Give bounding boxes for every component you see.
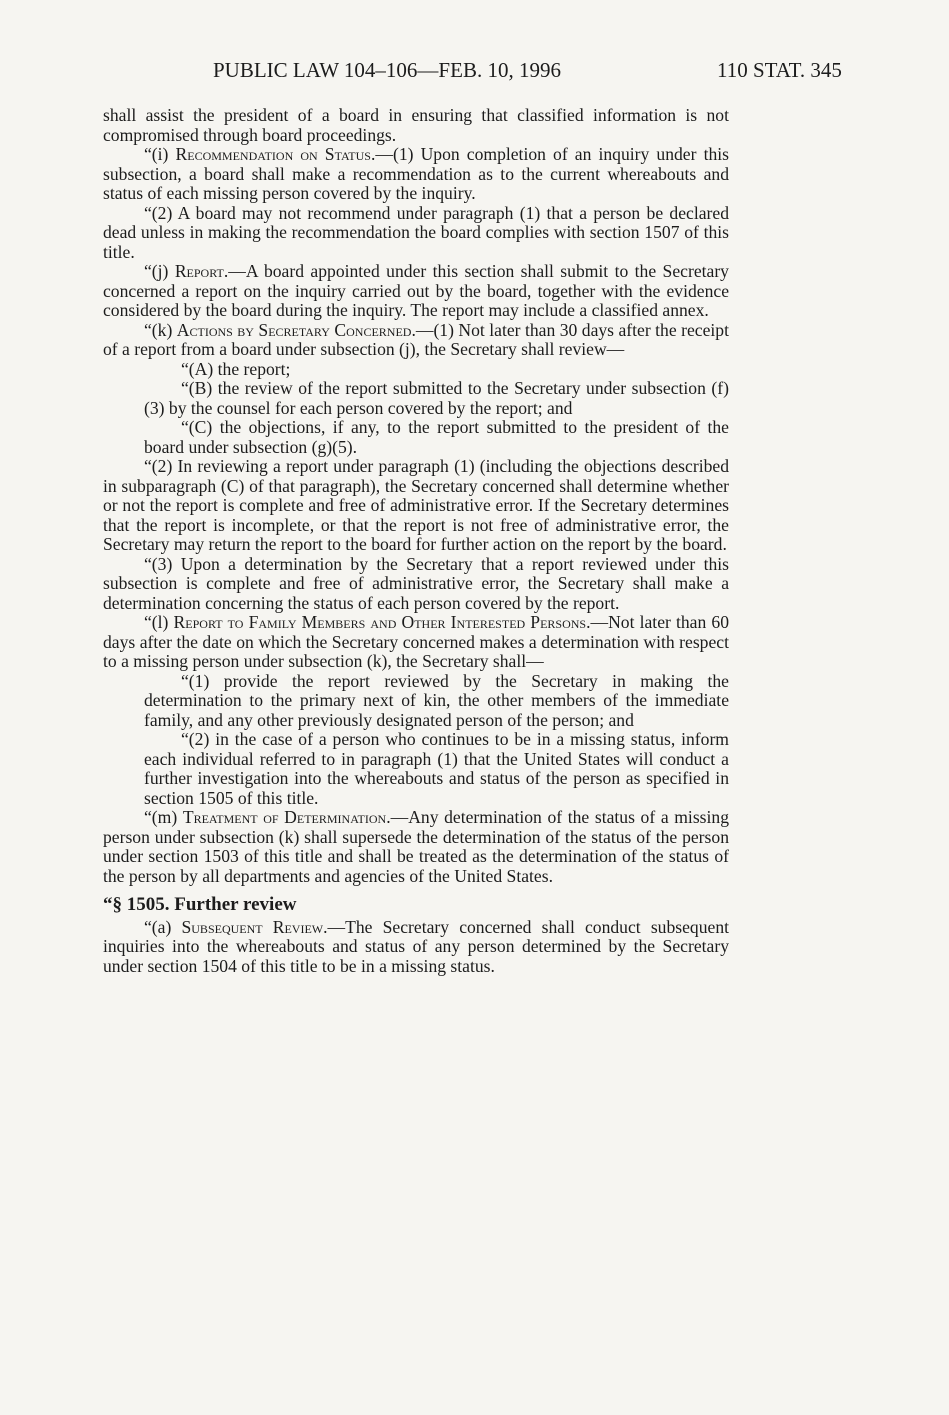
subsection-l-paragraph-2: “(2) in the case of a person who continues to be in a missing status, inform each individual referred to in paragraph (1) that the United States will conduct a further investigation into the whereabouts and status of the person as specified in section 1505 of this title.: [144, 729, 729, 808]
subsection-m-designation: “(m): [144, 807, 183, 827]
running-head: [0, 58, 949, 88]
subsection-j: [103, 262, 729, 321]
subsection-l: [103, 613, 729, 672]
subsection-l-heading: Report to Family Members and Other Interested Persons: [173, 612, 587, 632]
subsection-m: [103, 808, 729, 886]
subsection-a-heading: Subsequent Review: [181, 916, 324, 937]
subsection-k-paragraph-2: “(2) In reviewing a report under paragraph (1) (including the objections described in subparagraph (C) of that paragraph), the Secretary concerned shall determine whether or not the report is complete and free of administrative error. If the Secretary determines that the report is incomplete, or that the report is not free of administrative error, the Secretary may return the report to the board for further action on the report by the board.: [103, 456, 729, 554]
subsection-i-text: .—(1) Upon completion of an inquiry under this subsection, a board shall make a recommendation as to the current whereabouts and status of each missing person covered by the inquiry.: [103, 144, 729, 203]
subsection-l-text: .—Not later than 60 days after the date on which the Secretary concerned makes a determination with respect to a missing person under subsection (k), the Secretary shall—: [103, 612, 729, 671]
subsection-i: [103, 145, 729, 204]
page-header-stat-citation: 110 STAT. 345: [717, 58, 842, 82]
subsection-i-heading: Recommendation on Status: [175, 144, 371, 164]
subsection-m-text: .—Any determination of the status of a missing person under subsection (k) shall supersede the determination of the status of the person under section 1503 of this title and shall be treated as the determination of the status of the person by all departments and agencies of the United States.: [103, 807, 729, 886]
section-heading-1505: “§ 1505. Further review: [103, 894, 297, 915]
subsection-k-designation: “(k): [144, 319, 177, 340]
subsection-k-subparagraph-a: “(A) the report;: [181, 358, 291, 379]
subsection-a-designation: “(a): [144, 916, 182, 937]
subsection-i-paragraph-2: “(2) A board may not recommend under paragraph (1) that a person be declared dead unless in making the recommendation the board complies with section 1507 of this title.: [103, 202, 729, 262]
subsection-k-paragraph-3: “(3) Upon a determination by the Secretary that a report reviewed under this subsection is complete and free of administrative error, the Secretary shall make a determination concerning the status of each person covered by the report.: [103, 553, 729, 613]
subsection-l-paragraph-1: “(1) provide the report reviewed by the Secretary in making the determination to the primary next of kin, the other members of the immediate family, and any other previously designated person of the person; and: [144, 670, 729, 730]
subsection-k: [103, 321, 729, 360]
page-header-title: PUBLIC LAW 104–106—FEB. 10, 1996: [213, 58, 561, 82]
subsection-m-heading: Treatment of Determination: [182, 807, 387, 827]
subsection-k-text: .—(1) Not later than 30 days after the receipt of a report from a board under subsection (j), the Secretary shall review—: [103, 319, 729, 359]
subsection-j-heading: Report: [174, 261, 224, 281]
subsection-k-subparagraph-b: “(B) the review of the report submitted to the Secretary under subsection (f)(3) by the counsel for each person covered by the report; and: [144, 378, 729, 418]
statute-body: [103, 106, 729, 976]
subsection-i-designation: “(i): [144, 144, 176, 164]
subsection-j-text: .—A board appointed under this section shall submit to the Secretary concerned a report on the inquiry carried out by the board, together with the evidence considered by the board during the inquiry. The report may include a classified annex.: [103, 261, 729, 320]
paragraph-continuation: shall assist the president of a board in ensuring that classified information is not compromised through board proceedings.: [103, 105, 729, 145]
subsection-k-subparagraph-c: “(C) the objections, if any, to the report submitted to the president of the board under subsection (g)(5).: [144, 417, 729, 457]
subsection-a: [103, 918, 729, 977]
subsection-l-designation: “(l): [144, 612, 174, 632]
subsection-a-text: .—The Secretary concerned shall conduct subsequent inquiries into the whereabouts and status of any person determined by the Secretary under section 1504 of this title to be in a missing status.: [103, 916, 730, 976]
subsection-j-designation: “(j): [144, 261, 175, 281]
subsection-k-heading: Actions by Secretary Concerned: [176, 319, 412, 340]
